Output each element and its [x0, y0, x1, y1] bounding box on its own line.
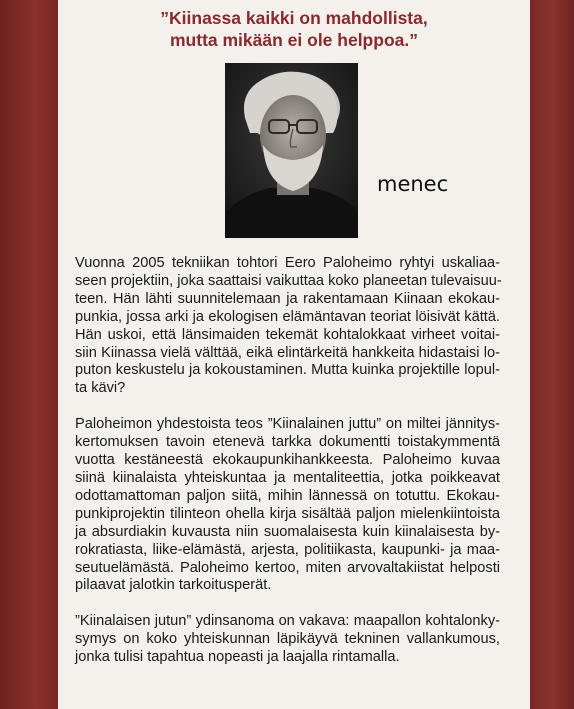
quote-line-1: ”Kiinassa kaikki on mahdollista,	[160, 8, 428, 28]
text-line: punkia, jossa arki ja ekologisen elämäntavan teoriat löisivät kättä.	[75, 308, 500, 325]
description-paragraph	[75, 416, 500, 595]
text-line: rokratiasta, liike-elämästä, arjesta, politiikasta, kaupunki- ja maa-	[75, 541, 500, 558]
text-line: jonka tulisi tapahtua nopeasti ja laajalla rintamalla.	[75, 649, 400, 666]
text-line: odottamattoman paljon siitä, mihin lännessä on totuttu. Ekokau-	[75, 487, 500, 504]
text-line: seen projektiin, joka saattaisi vaikuttaa koko planeetan tulevaisuu-	[75, 272, 502, 289]
text-line: Hän uskoi, että länsimaiden tekemät kohtalokkaat virheet voitai-	[75, 326, 500, 343]
cover-edge-right	[530, 0, 574, 709]
author-portrait-image	[225, 63, 358, 238]
description-paragraph	[75, 613, 500, 667]
text-line: seutuelämästä. Paloheimo kertoo, miten arvovaltakiistat helposti	[75, 559, 500, 576]
cover-quote	[58, 7, 530, 51]
signature: menec	[377, 172, 449, 196]
cover-edge-left	[0, 0, 58, 709]
description-paragraph	[75, 255, 500, 398]
text-line: puton keskustelu ja kokoustaminen. Mutta kuinka projektille lopul-	[75, 362, 500, 379]
text-line: Vuonna 2005 tekniikan tohtori Eero Paloheimo ryhtyi uskaliaa-	[75, 255, 500, 271]
text-line: vuotta kestäneestä ekokaupunkihankkeesta. Paloheimo kuvaa	[75, 452, 500, 469]
text-line: ja absurdiakin kuvausta niin suomalaisesta kuin kiinalaisesta by-	[75, 523, 500, 540]
text-line: Paloheimon yhdestoista teos ”Kiinalainen juttu” on miltei jännitys-	[75, 416, 500, 433]
text-line: pilaavat jalotkin tarkoitusperät.	[75, 577, 272, 594]
author-photo	[225, 63, 358, 238]
text-line: ta kävi?	[75, 380, 126, 397]
text-line: kertomuksen tavoin etenevä tarkka dokumentti toistakymmentä	[75, 434, 500, 451]
text-line: siin Kiinassa vielä välttää, eikä elintärkeitä hankkeita hidastaisi lo-	[75, 344, 500, 361]
text-line: teen. Hän lähti suunnitelemaan ja rakentamaan Kiinaan ekokau-	[75, 290, 500, 307]
text-line: siinä kiinalaista yhteiskuntaa ja mentaliteettia, jotka poikkeavat	[75, 469, 500, 486]
text-line: punkiprojektin tilinteon ohella kirja sisältää paljon mielenkiintoista	[75, 505, 500, 522]
quote-line-2: mutta mikään ei ole helppoa.”	[170, 30, 418, 50]
description-text	[75, 255, 500, 685]
back-cover-page	[58, 0, 530, 709]
text-line: ”Kiinalaisen jutun” ydinsanoma on vakava: maapallon kohtalonky-	[75, 613, 500, 630]
text-line: symys on koko yhteiskunnan läpikäyvä tekninen vallankumous,	[75, 631, 500, 648]
